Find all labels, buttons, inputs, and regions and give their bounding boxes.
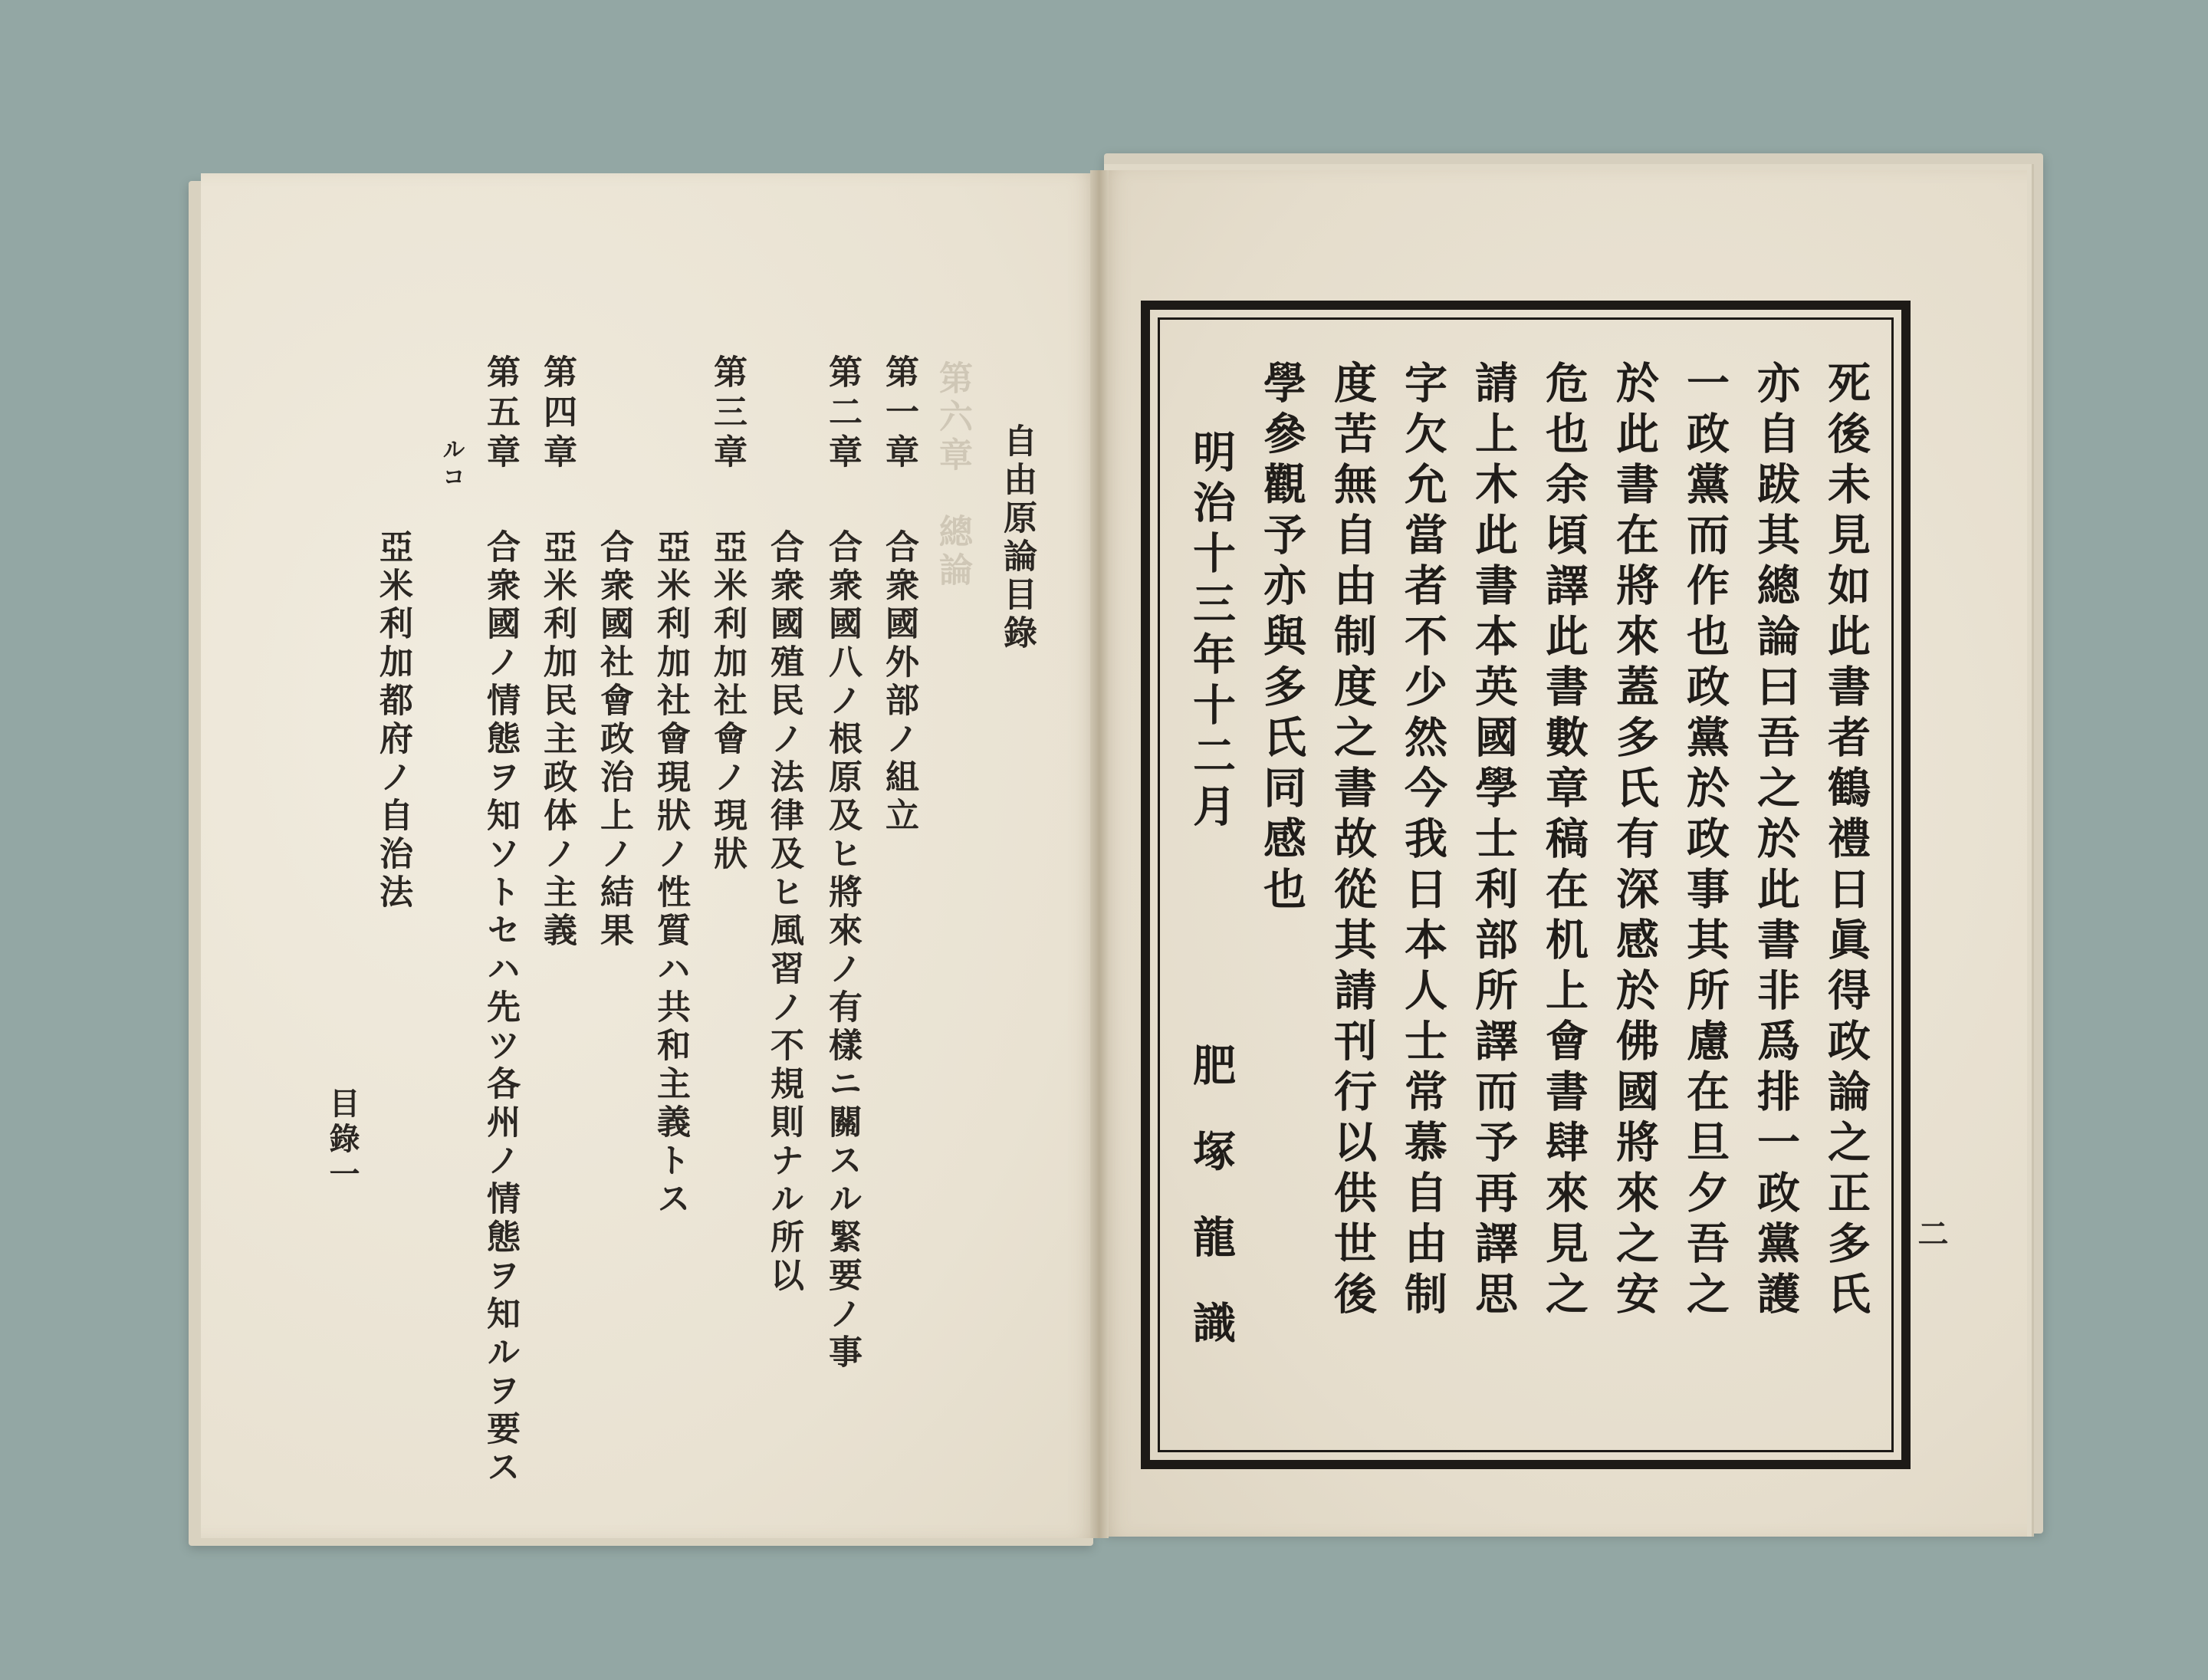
toc-entry-6: 合衆國社會政治上ノ結果: [594, 529, 633, 951]
preface-column-6: 請上木此書本英國學士利部所譯而予再譯思: [1468, 360, 1519, 1322]
toc-ghost-line: 第六章 總論: [933, 360, 972, 590]
toc-entry-4: 亞米利加社會ノ現狀: [708, 529, 747, 874]
toc-chapter-2: 第二章: [823, 354, 862, 474]
toc-entry-8: 合衆國ノ情態ヲ知ソトセハ先ツ各州ノ情態ヲ知ルヲ要ス: [481, 529, 520, 1488]
toc-entry-3: 合衆國殖民ノ法律及ヒ風習ノ不規則ナル所以: [764, 529, 803, 1296]
toc-entry-7: 亞米利加民主政体ノ主義: [537, 529, 577, 951]
preface-column-4: 於此書在將來蓋多氏有深感於佛國將來之安: [1609, 360, 1660, 1322]
toc-entry-5: 亞米利加社會現狀ノ性質ハ共和主義トス: [651, 529, 690, 1219]
preface-column-1: 死後未見如此書者鶴禮日眞得政論之正多氏: [1821, 360, 1871, 1322]
preface-column-2: 亦自跋其總論曰吾之於此書非爲排一政黨護: [1750, 360, 1801, 1322]
preface-column-5: 危也余頃譯此書數章稿在机上會書肆來見之: [1539, 360, 1589, 1322]
toc-chapter-4: 第四章: [537, 354, 577, 474]
toc-chapter-3: 第三章: [708, 354, 747, 474]
toc-entry-2: 合衆國八ノ根原及ヒ將來ノ有樣ニ關スル緊要ノ事: [823, 529, 862, 1373]
toc-title: 自由原論目錄: [997, 423, 1037, 653]
preface-signature: 肥塚龍識: [1186, 1043, 1237, 1386]
preface-column-3: 一政黨而作也政黨於政事其所慮在旦夕吾之: [1680, 360, 1730, 1322]
page-footer-left: 目錄一: [324, 1087, 360, 1193]
preface-column-7: 字欠允當者不少然今我日本人士常慕自由制: [1398, 360, 1448, 1322]
toc-entry-10: 亞米利加都府ノ自治法: [373, 529, 412, 912]
toc-chapter-5: 第五章: [481, 354, 520, 474]
preface-column-9: 學參觀予亦與多氏同感也: [1257, 360, 1307, 917]
toc-entry-1: 合衆國外部ノ組立: [879, 529, 918, 836]
preface-date: 明治十三年十二月: [1186, 429, 1237, 834]
book-gutter: [1090, 170, 1109, 1538]
preface-column-8: 度苦無自由制度之書故從其請刊行以供世後: [1327, 360, 1378, 1322]
toc-chapter-1: 第一章: [879, 354, 918, 474]
toc-entry-9: ルコ: [438, 437, 465, 492]
page-number-right: 二: [1913, 1218, 1949, 1248]
